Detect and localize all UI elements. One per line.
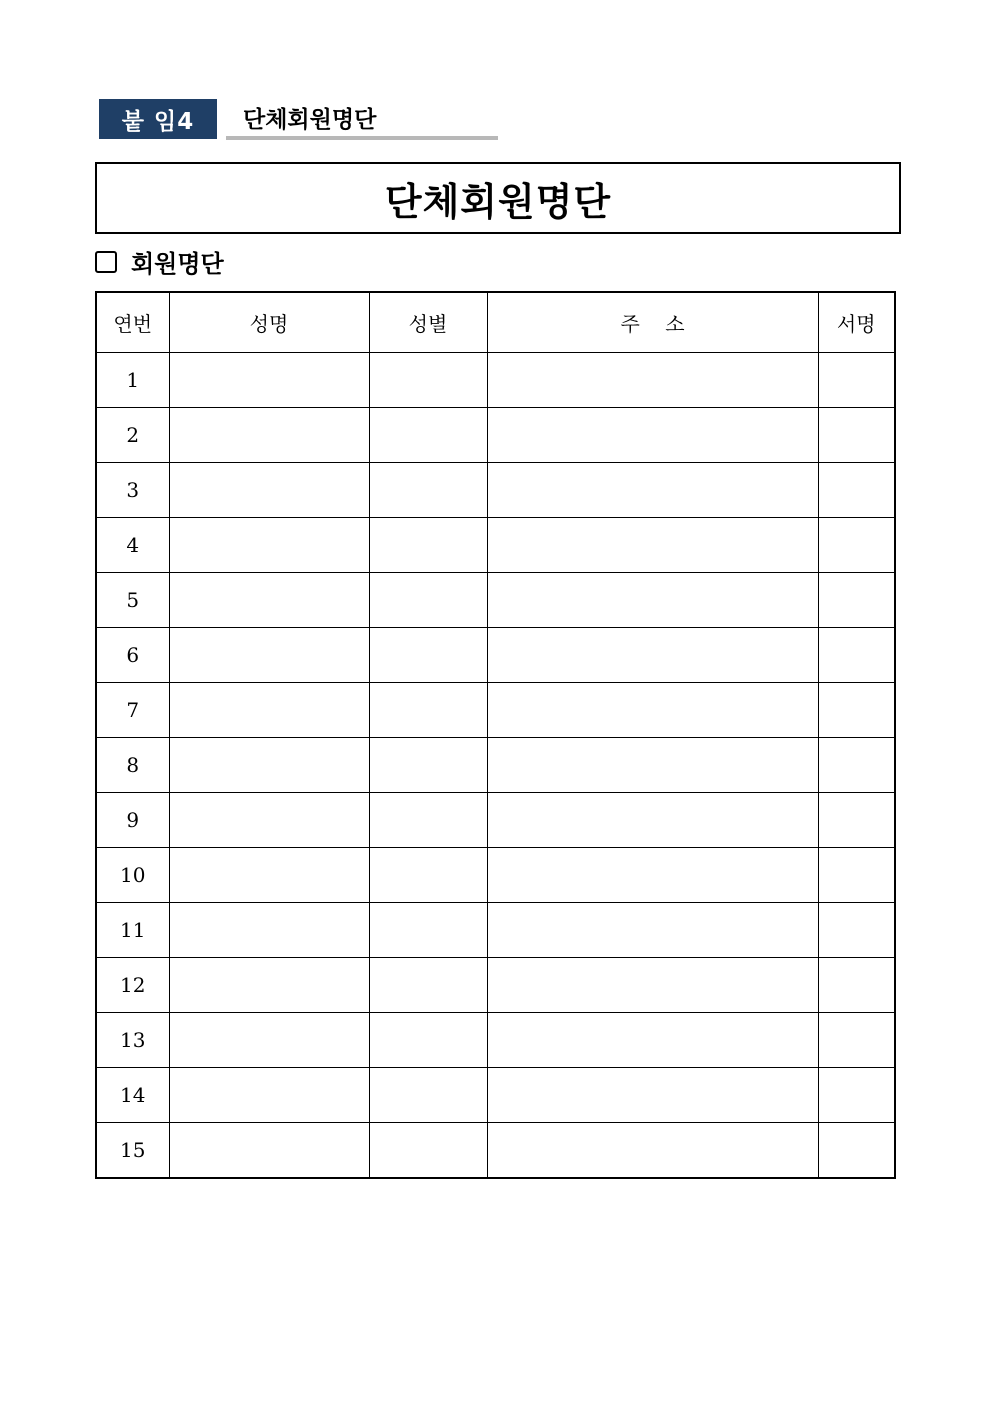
row-number-cell: 10 [96,848,169,903]
row-number-cell: 3 [96,463,169,518]
table-row [96,573,895,628]
name-cell[interactable] [169,1013,369,1068]
name-cell[interactable] [169,738,369,793]
row-number-cell: 7 [96,683,169,738]
row-number-cell: 15 [96,1123,169,1179]
name-cell[interactable] [169,903,369,958]
gender-cell[interactable] [369,408,487,463]
signature-cell[interactable] [818,793,895,848]
gender-cell[interactable] [369,1068,487,1123]
signature-cell[interactable] [818,573,895,628]
name-cell[interactable] [169,1123,369,1179]
address-cell[interactable] [487,408,818,463]
row-number-cell: 11 [96,903,169,958]
row-number-cell: 6 [96,628,169,683]
table-row [96,463,895,518]
signature-cell[interactable] [818,1123,895,1179]
name-cell[interactable] [169,683,369,738]
gender-cell[interactable] [369,353,487,408]
signature-cell[interactable] [818,1068,895,1123]
gender-cell[interactable] [369,683,487,738]
address-cell[interactable] [487,738,818,793]
row-number-cell: 14 [96,1068,169,1123]
signature-cell[interactable] [818,408,895,463]
name-cell[interactable] [169,958,369,1013]
attachment-title: 단체회원명단 [243,107,377,133]
document-title-box [95,162,901,234]
gender-cell[interactable] [369,793,487,848]
header-gender: 성별 [369,292,487,353]
address-cell[interactable] [487,848,818,903]
gender-cell[interactable] [369,463,487,518]
address-cell[interactable] [487,1068,818,1123]
row-number-cell: 13 [96,1013,169,1068]
address-cell[interactable] [487,793,818,848]
name-cell[interactable] [169,408,369,463]
table-row [96,408,895,463]
address-cell[interactable] [487,463,818,518]
document-title: 단체회원명단 [384,178,612,224]
table-row [96,793,895,848]
address-cell[interactable] [487,683,818,738]
table-header-row [96,292,895,353]
header-signature: 서명 [818,292,895,353]
gender-cell[interactable] [369,848,487,903]
name-cell[interactable] [169,848,369,903]
gender-cell[interactable] [369,1123,487,1179]
header-address: 주 소 [487,292,818,353]
table-row [96,1123,895,1179]
gender-cell[interactable] [369,573,487,628]
gender-cell[interactable] [369,903,487,958]
table-row [96,683,895,738]
table-row [96,1013,895,1068]
signature-cell[interactable] [818,1013,895,1068]
signature-cell[interactable] [818,518,895,573]
member-roster-table [95,291,896,1179]
gender-cell[interactable] [369,1013,487,1068]
header-name: 성명 [169,292,369,353]
section-heading [95,244,224,279]
header-no: 연번 [96,292,169,353]
signature-cell[interactable] [818,903,895,958]
signature-cell[interactable] [818,628,895,683]
name-cell[interactable] [169,353,369,408]
name-cell[interactable] [169,463,369,518]
row-number-cell: 1 [96,353,169,408]
table-row [96,353,895,408]
address-cell[interactable] [487,628,818,683]
signature-cell[interactable] [818,683,895,738]
table-body [96,353,895,1179]
row-number-cell: 12 [96,958,169,1013]
table-row [96,738,895,793]
name-cell[interactable] [169,518,369,573]
signature-cell[interactable] [818,353,895,408]
gender-cell[interactable] [369,738,487,793]
row-number-cell: 5 [96,573,169,628]
name-cell[interactable] [169,793,369,848]
signature-cell[interactable] [818,463,895,518]
name-cell[interactable] [169,628,369,683]
address-cell[interactable] [487,958,818,1013]
table-row [96,518,895,573]
signature-cell[interactable] [818,958,895,1013]
row-number-cell: 4 [96,518,169,573]
address-cell[interactable] [487,518,818,573]
checkbox-icon [95,251,117,273]
table-row [96,958,895,1013]
gender-cell[interactable] [369,628,487,683]
table-row [96,903,895,958]
table-row [96,1068,895,1123]
address-cell[interactable] [487,903,818,958]
signature-cell[interactable] [818,848,895,903]
signature-cell[interactable] [818,738,895,793]
row-number-cell: 9 [96,793,169,848]
address-cell[interactable] [487,573,818,628]
gender-cell[interactable] [369,958,487,1013]
table-row [96,628,895,683]
name-cell[interactable] [169,1068,369,1123]
attachment-title-underline [226,136,498,140]
row-number-cell: 8 [96,738,169,793]
address-cell[interactable] [487,1123,818,1179]
section-heading-label: 회원명단 [131,249,224,278]
table-row [96,848,895,903]
name-cell[interactable] [169,573,369,628]
row-number-cell: 2 [96,408,169,463]
address-cell[interactable] [487,353,818,408]
gender-cell[interactable] [369,518,487,573]
attachment-badge: 붙 임4 [99,99,217,139]
address-cell[interactable] [487,1013,818,1068]
